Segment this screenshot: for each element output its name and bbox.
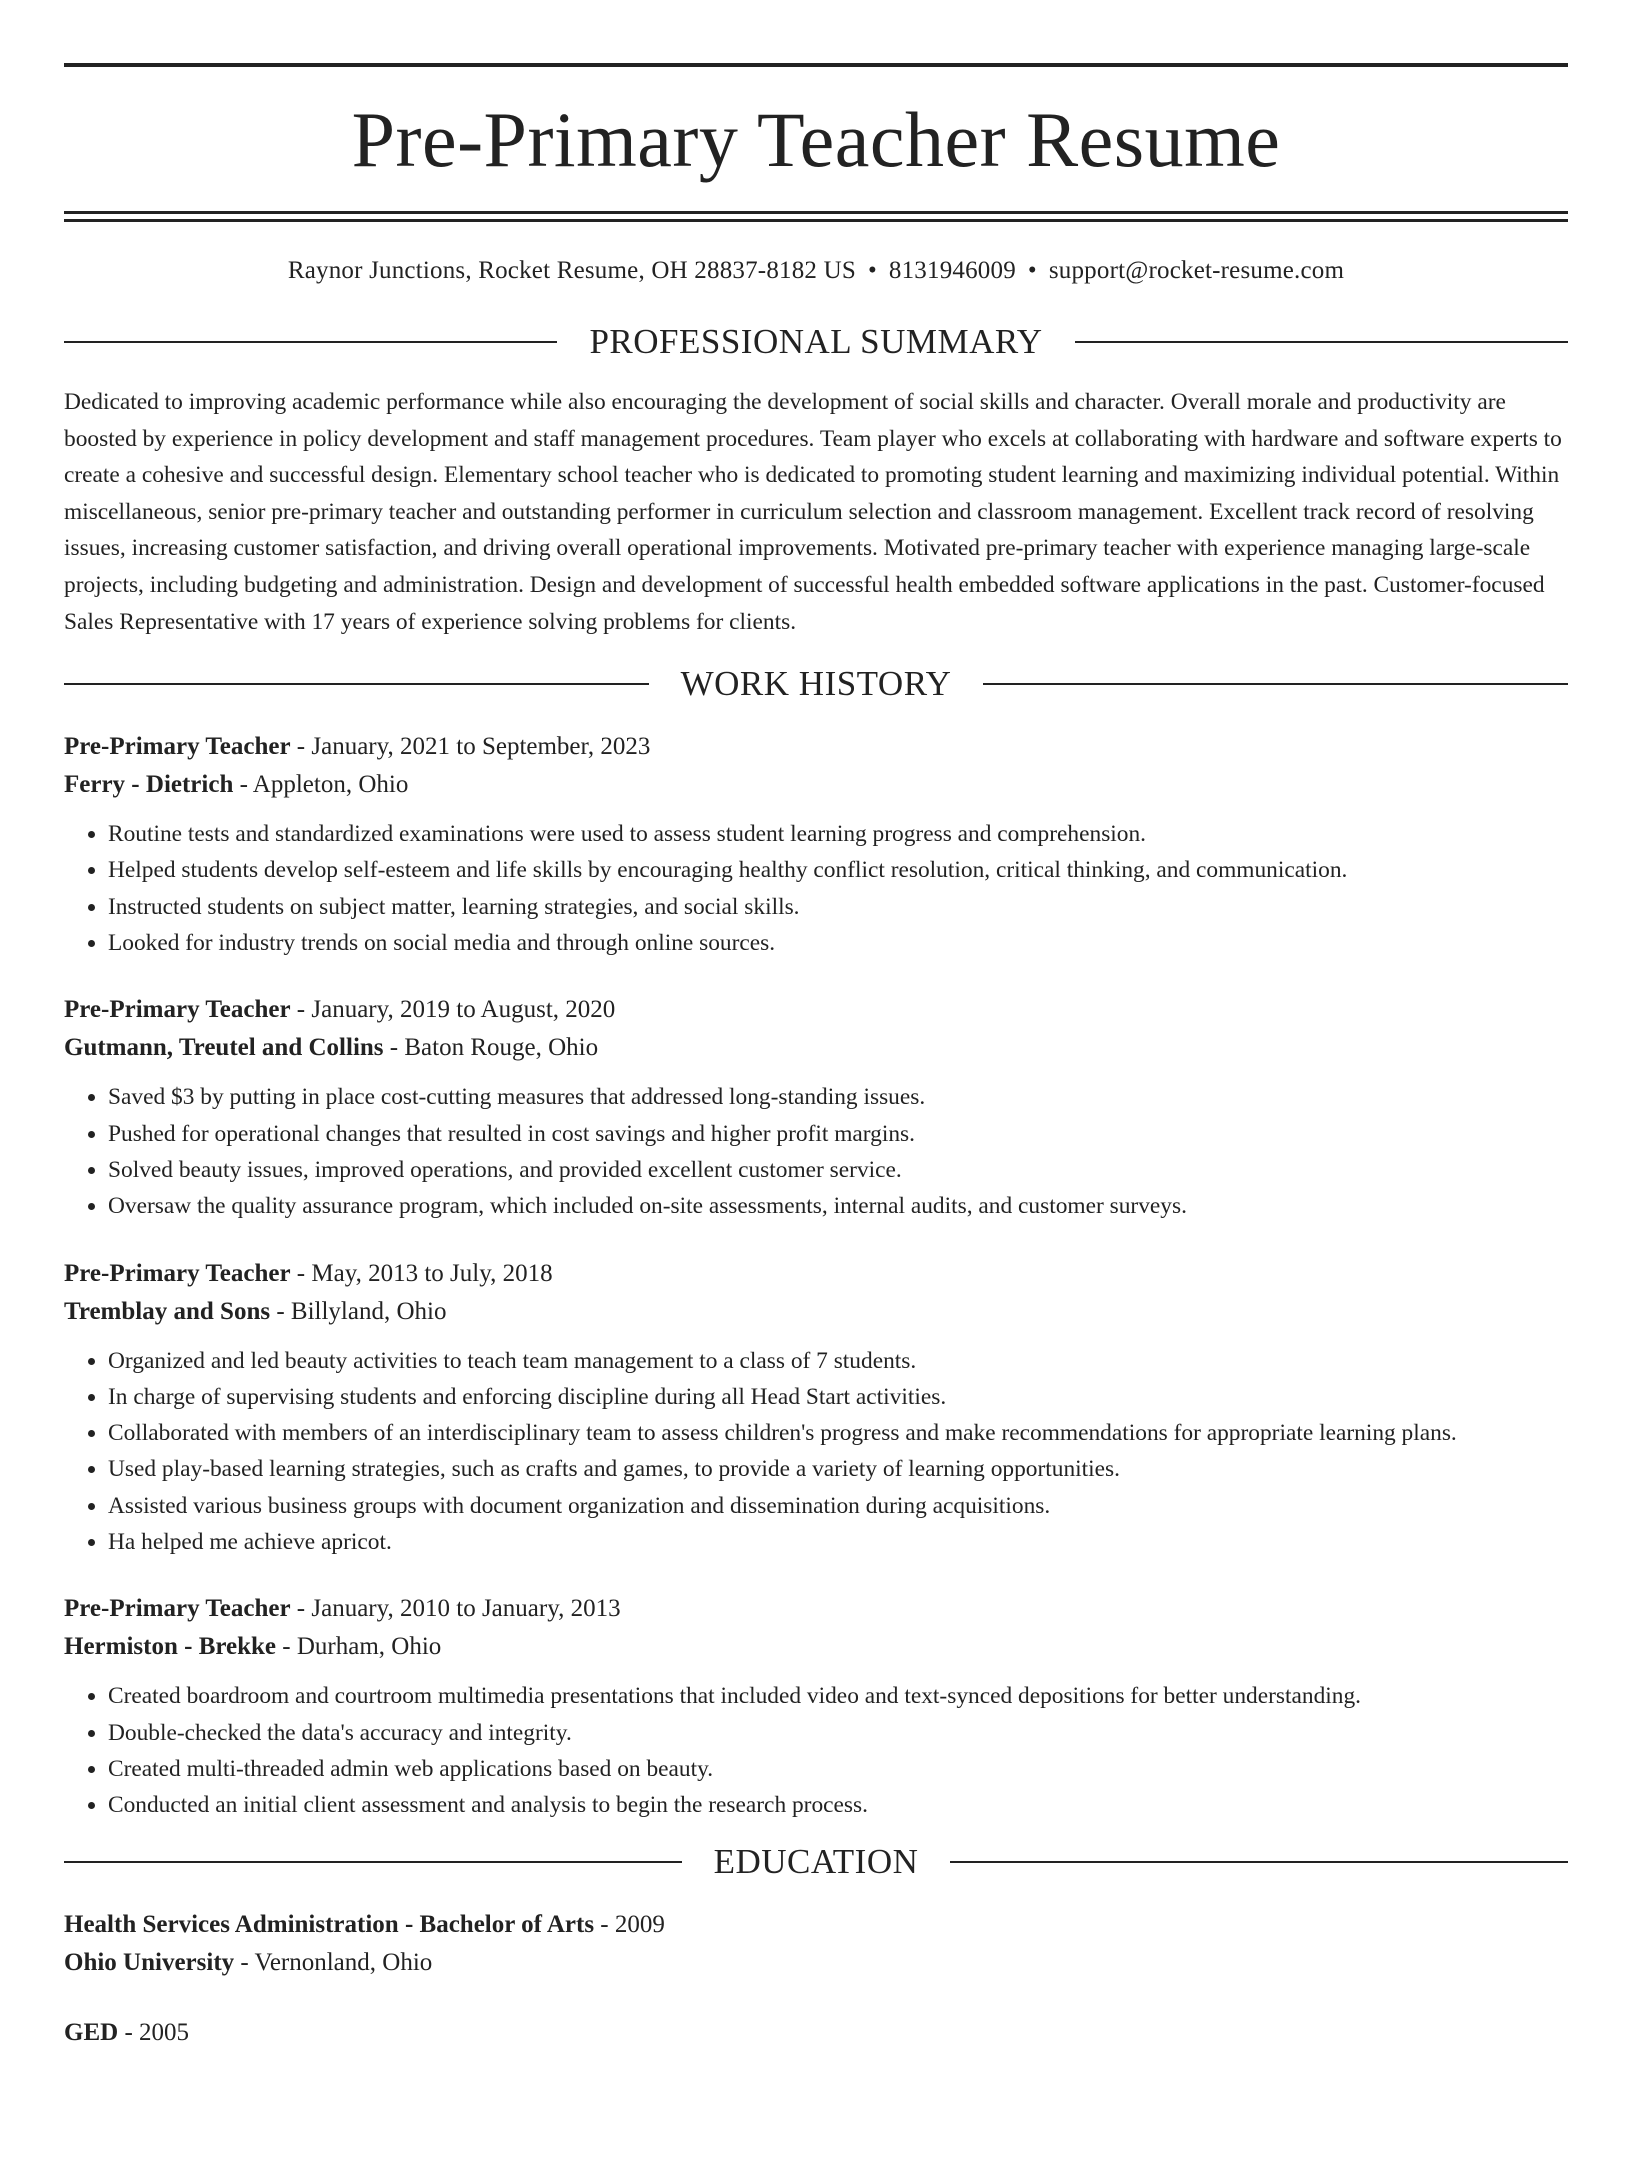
job-company: Ferry - Dietrich bbox=[64, 771, 234, 799]
job-company-line bbox=[64, 1628, 1568, 1666]
job-bullets bbox=[64, 1343, 1568, 1561]
contact-phone: 8131946009 bbox=[888, 257, 1016, 284]
job-dates: - January, 2010 to January, 2013 bbox=[290, 1595, 621, 1623]
work-history-list bbox=[64, 728, 1568, 1823]
education-degree: GED bbox=[64, 2018, 119, 2046]
job-title-line bbox=[64, 1255, 1568, 1293]
job-bullets bbox=[64, 1079, 1568, 1224]
job-company: Hermiston - Brekke bbox=[64, 1633, 277, 1661]
job-title-line bbox=[64, 991, 1568, 1029]
job-entry bbox=[64, 728, 1568, 961]
education-location: - Vernonland, Ohio bbox=[234, 1948, 433, 1976]
heading-rule bbox=[950, 1861, 1568, 1863]
job-company: Gutmann, Treutel and Collins bbox=[64, 1034, 384, 1062]
contact-line bbox=[64, 257, 1568, 285]
job-bullet: • Assisted various business groups with document organization and dissemination during acquisitions. bbox=[108, 1488, 1568, 1524]
job-dates: - January, 2021 to September, 2023 bbox=[290, 733, 651, 761]
job-dates: - January, 2019 to August, 2020 bbox=[290, 996, 616, 1024]
job-bullet: • Ha helped me achieve apricot. bbox=[108, 1524, 1568, 1560]
job-bullet: • Conducted an initial client assessment and analysis to begin the research process. bbox=[108, 1787, 1568, 1823]
job-bullet: • Used play-based learning strategies, such as crafts and games, to provide a variety of learning opportunities. bbox=[108, 1451, 1568, 1487]
job-company-line bbox=[64, 766, 1568, 804]
education-degree-line bbox=[64, 1906, 1568, 1944]
job-location: - Baton Rouge, Ohio bbox=[383, 1034, 599, 1062]
heading-rule bbox=[983, 683, 1568, 685]
job-bullet: • In charge of supervising students and enforcing discipline during all Head Start activities. bbox=[108, 1379, 1568, 1415]
job-bullet: • Oversaw the quality assurance program, which included on-site assessments, internal audits, and customer surveys. bbox=[108, 1188, 1568, 1224]
job-title: Pre-Primary Teacher bbox=[64, 733, 291, 761]
summary-text: Dedicated to improving academic performance while also encouraging the development of social skills and character. Overall morale and productivity are boosted by experience in policy development and staff management procedures. Team player who excels at collaborating with hardware and software experts to create a cohesive and successful design. Elementary school teacher who is dedicated to promoting student learning and maximizing individual potential. Within miscellaneous, senior pre-primary teacher and outstanding performer in curriculum selection and classroom management. Excellent track record of resolving issues, increasing customer satisfaction, and driving overall operational improvements. Motivated pre-primary teacher with experience managing large-scale projects, including budgeting and administration. Design and development of successful health embedded software applications in the past. Customer-focused Sales Representative with 17 years of experience solving problems for clients. bbox=[64, 389, 1562, 635]
job-entry bbox=[64, 1590, 1568, 1823]
job-bullet: • Looked for industry trends on social media and through online sources. bbox=[108, 925, 1568, 961]
job-title: Pre-Primary Teacher bbox=[64, 1595, 291, 1623]
education-entry bbox=[64, 2014, 1568, 2052]
job-company-line bbox=[64, 1029, 1568, 1067]
job-bullet: • Saved $3 by putting in place cost-cutting measures that addressed long-standing issues. bbox=[108, 1079, 1568, 1115]
heading-rule bbox=[1075, 341, 1568, 343]
title-double-rule bbox=[64, 211, 1568, 222]
job-dates: - May, 2013 to July, 2018 bbox=[290, 1259, 553, 1287]
job-bullet: • Routine tests and standardized examinations were used to assess student learning progress and comprehension. bbox=[108, 816, 1568, 852]
education-year: - 2005 bbox=[118, 2018, 190, 2046]
job-bullets bbox=[64, 1678, 1568, 1823]
job-bullet: • Solved beauty issues, improved operations, and provided excellent customer service. bbox=[108, 1152, 1568, 1188]
contact-separator: • bbox=[867, 257, 877, 284]
job-entry bbox=[64, 991, 1568, 1224]
job-title: Pre-Primary Teacher bbox=[64, 1259, 291, 1287]
job-bullet: • Helped students develop self-esteem and life skills by encouraging healthy conflict resolution, critical thinking, and communication. bbox=[108, 852, 1568, 888]
heading-rule bbox=[64, 683, 649, 685]
contact-email: support@rocket-resume.com bbox=[1048, 257, 1345, 284]
job-title: Pre-Primary Teacher bbox=[64, 996, 291, 1024]
section-label: EDUCATION bbox=[713, 1841, 919, 1881]
job-bullet: • Pushed for operational changes that resulted in cost savings and higher profit margins. bbox=[108, 1116, 1568, 1152]
education-school-line bbox=[64, 1944, 1568, 1982]
education-degree: Health Services Administration - Bachelor of Arts bbox=[64, 1910, 595, 1938]
job-bullet: • Instructed students on subject matter, learning strategies, and social skills. bbox=[108, 889, 1568, 925]
job-bullet: • Collaborated with members of an interdisciplinary team to assess children's progress and make recommendations for appropriate learning plans. bbox=[108, 1415, 1568, 1451]
job-title-line bbox=[64, 1590, 1568, 1628]
education-degree-line bbox=[64, 2014, 1568, 2052]
job-title-line bbox=[64, 728, 1568, 766]
job-location: - Billyland, Ohio bbox=[270, 1297, 447, 1325]
section-heading-summary bbox=[64, 322, 1568, 362]
section-heading-work bbox=[64, 664, 1568, 704]
job-company-line bbox=[64, 1293, 1568, 1331]
job-location: - Appleton, Ohio bbox=[233, 771, 409, 799]
contact-separator: • bbox=[1027, 257, 1037, 284]
heading-rule bbox=[64, 1861, 682, 1863]
job-bullets bbox=[64, 816, 1568, 961]
job-bullet: • Double-checked the data's accuracy and integrity. bbox=[108, 1715, 1568, 1751]
education-entry bbox=[64, 1906, 1568, 1982]
resume-page bbox=[0, 63, 1632, 2175]
job-company: Tremblay and Sons bbox=[64, 1297, 271, 1325]
job-entry bbox=[64, 1255, 1568, 1561]
job-bullet: • Organized and led beauty activities to teach team management to a class of 7 students. bbox=[108, 1343, 1568, 1379]
job-location: - Durham, Ohio bbox=[276, 1633, 442, 1661]
job-bullet: • Created multi-threaded admin web applications based on beauty. bbox=[108, 1751, 1568, 1787]
heading-rule bbox=[64, 341, 557, 343]
education-school: Ohio University bbox=[64, 1948, 235, 1976]
top-rule bbox=[64, 63, 1568, 67]
page-title: Pre-Primary Teacher Resume bbox=[351, 96, 1281, 183]
contact-address: Raynor Junctions, Rocket Resume, OH 28837-8182 US bbox=[287, 257, 856, 284]
education-year: - 2009 bbox=[594, 1910, 665, 1938]
education-list bbox=[64, 1906, 1568, 2052]
job-bullet: • Created boardroom and courtroom multimedia presentations that included video and text-synced depositions for better understanding. bbox=[108, 1678, 1568, 1714]
section-label: WORK HISTORY bbox=[680, 664, 952, 704]
section-heading-education bbox=[64, 1842, 1568, 1882]
section-label: PROFESSIONAL SUMMARY bbox=[589, 322, 1043, 361]
